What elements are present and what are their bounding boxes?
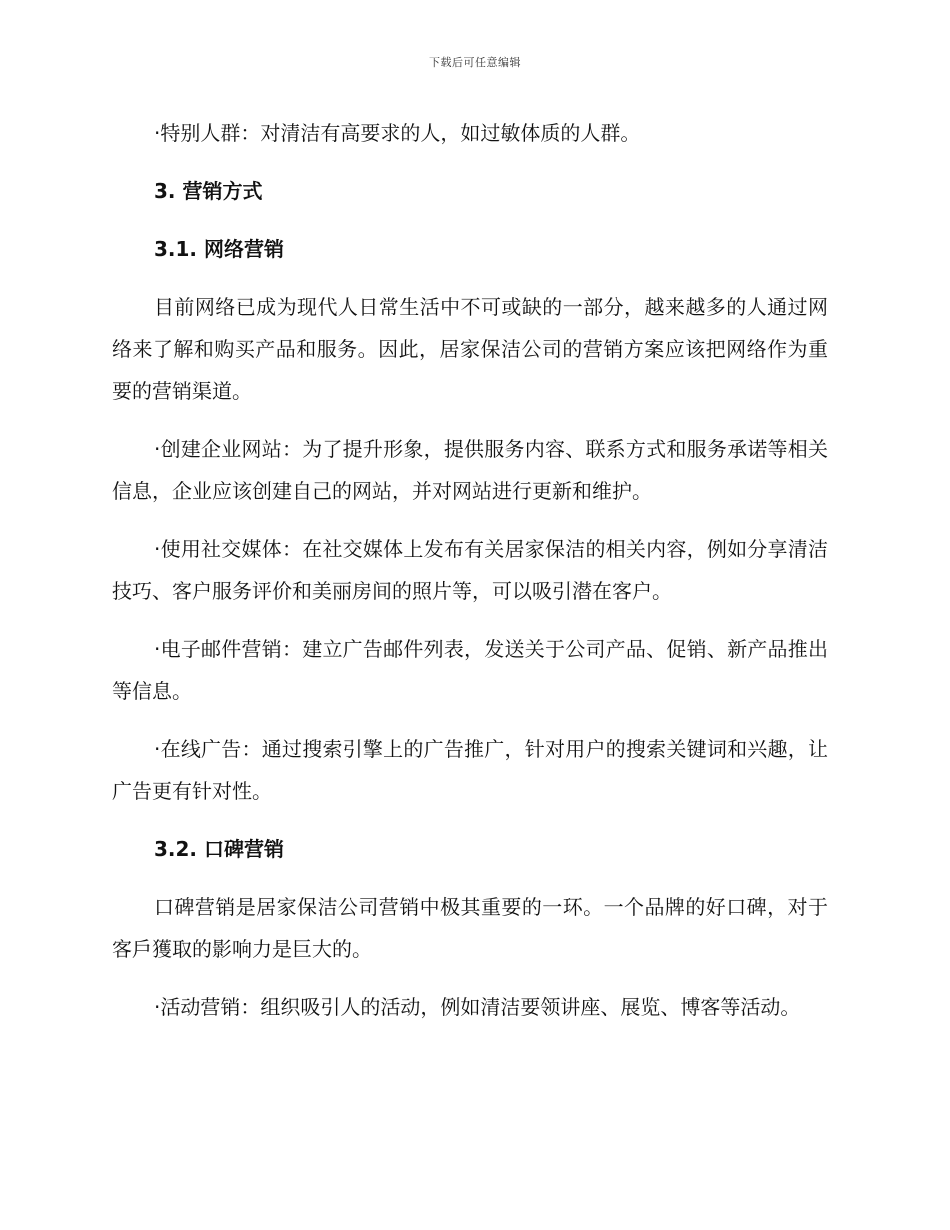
page-header: 下载后可任意编辑 xyxy=(429,56,521,69)
paragraph-company-website: ·创建企业网站：为了提升形象，提供服务内容、联系方式和服务承诺等相关信息，企业应该创建自己的网站，并对网站进行更新和维护。 xyxy=(112,437,828,503)
spacer xyxy=(112,870,828,886)
spacer xyxy=(112,270,828,286)
paragraph-social-media: ·使用社交媒体：在社交媒体上发布有关居家保洁的相关内容，例如分享清洁技巧、客户服务评价和美丽房间的照片等，可以吸引潜在客户。 xyxy=(112,537,828,603)
spacer xyxy=(112,412,828,428)
section-heading-marketing-methods: 3. 营销方式 xyxy=(154,179,263,203)
paragraph-event-marketing: ·活动营销：组织吸引人的活动，例如清洁要领讲座、展览、博客等活动。 xyxy=(154,995,801,1019)
spacer xyxy=(112,512,828,528)
paragraph-word-of-mouth-intro: 口碑营销是居家保洁公司营销中极其重要的一环。一个品牌的好口碑，对于客戶獲取的影响力是巨大的。 xyxy=(112,895,828,961)
spacer xyxy=(112,154,828,170)
spacer xyxy=(112,212,828,228)
spacer xyxy=(112,612,828,628)
document-body xyxy=(112,112,828,1028)
spacer xyxy=(112,812,828,828)
subsection-heading-online-marketing: 3.1. 网络营销 xyxy=(154,237,284,261)
spacer xyxy=(112,712,828,728)
paragraph-email-marketing: ·电子邮件营销：建立广告邮件列表，发送关于公司产品、促销、新产品推出等信息。 xyxy=(112,637,828,703)
spacer xyxy=(112,970,828,986)
paragraph-online-ads: ·在线广告：通过搜索引擎上的广告推广，针对用户的搜索关键词和兴趣，让广告更有针对性。 xyxy=(112,737,828,803)
paragraph-special-group: ·特别人群：对清洁有高要求的人，如过敏体质的人群。 xyxy=(154,121,641,145)
subsection-heading-word-of-mouth: 3.2. 口碑营销 xyxy=(154,837,284,861)
paragraph-online-intro: 目前网络已成为现代人日常生活中不可或缺的一部分，越来越多的人通过网络来了解和购买产品和服务。因此，居家保洁公司的营销方案应该把网络作为重要的营销渠道。 xyxy=(112,295,828,403)
